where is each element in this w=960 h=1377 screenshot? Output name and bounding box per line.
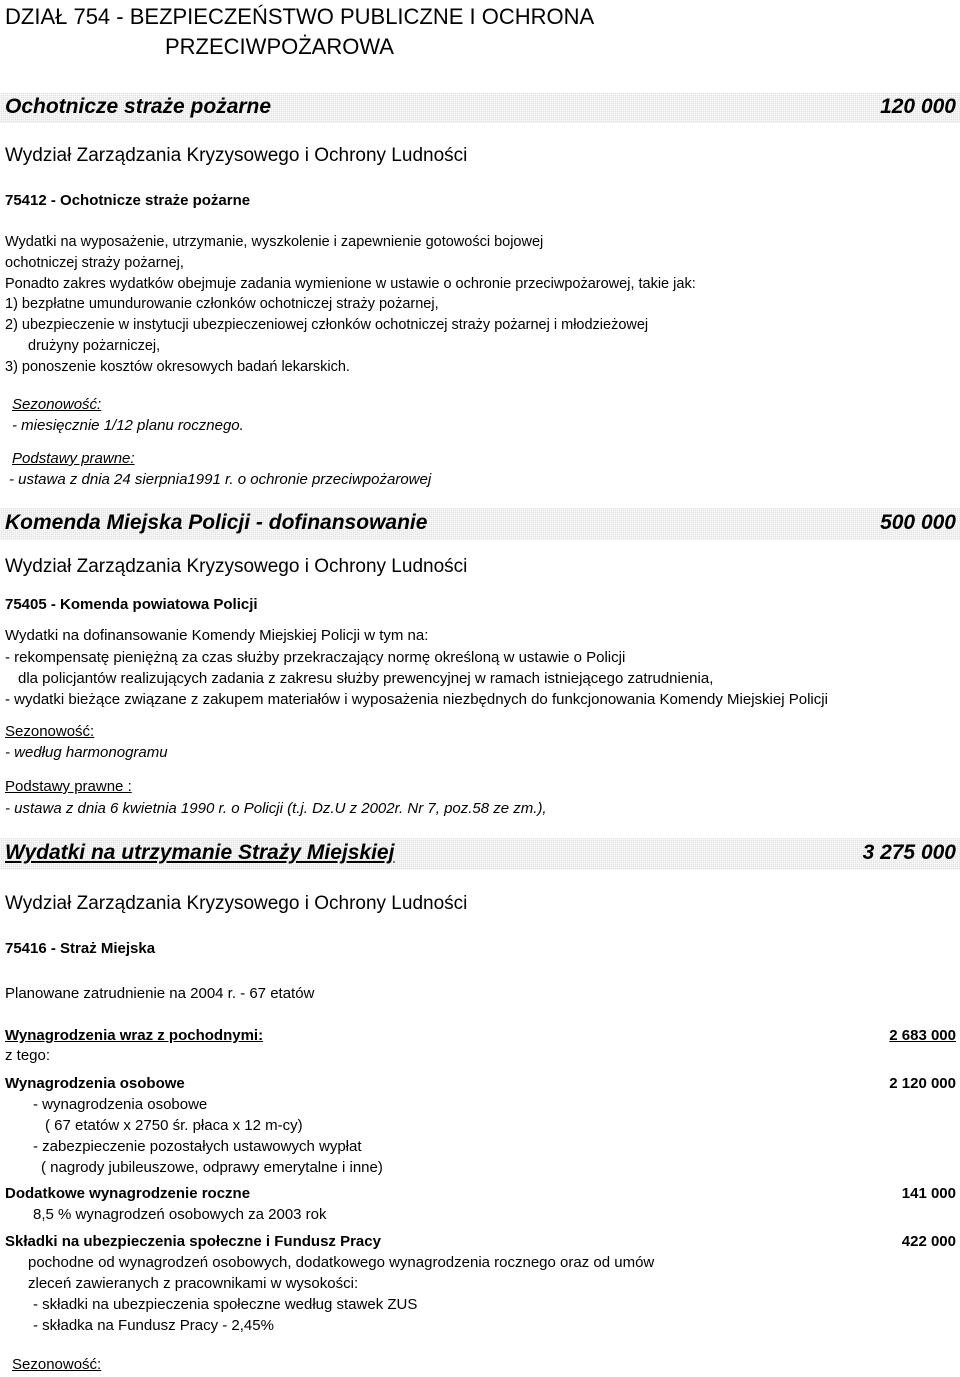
seasonality-label: Sezonowość: (12, 396, 102, 413)
personal-wages-amount: 2 120 000 (889, 1075, 956, 1092)
wages-total-amount: 2 683 000 (889, 1027, 956, 1044)
detail-line: - wynagrodzenia osobowe (33, 1096, 208, 1113)
section-title-osp: Ochotnicze straże pożarne (5, 95, 272, 118)
budget-code: 75412 - Ochotnicze straże pożarne (5, 192, 251, 209)
wages-total-label: Wynagrodzenia wraz z pochodnymi: (5, 1027, 264, 1044)
budget-code: 75416 - Straż Miejska (5, 940, 156, 957)
detail-line: - składki na ubezpieczenia społeczne według stawek ZUS (33, 1296, 418, 1313)
section-title-police: Komenda Miejska Policji - dofinansowanie (5, 511, 428, 534)
description-line: Ponadto zakres wydatków obejmuje zadania wymienione w ustawie o ochronie przeciwpożarowej, takie jak: (5, 276, 696, 292)
detail-line: zleceń zawieranych z pracownikami w wysokości: (28, 1275, 359, 1292)
legal-basis-value: - ustawa z dnia 24 sierpnia1991 r. o ochronie przeciwpożarowej (9, 471, 432, 488)
of-which-label: z tego: (5, 1047, 51, 1064)
description-line: 1) bezpłatne umundurowanie członków ochotniczej straży pożarnej, (5, 296, 439, 312)
legal-basis-label: Podstawy prawne: (12, 450, 135, 467)
description-line: ochotniczej straży pożarnej, (5, 255, 184, 271)
description-line: drużyny pożarniczej, (28, 338, 161, 354)
section-amount-city-guard: 3 275 000 (862, 841, 956, 864)
department-name: Wydział Zarządzania Kryzysowego i Ochrony Ludności (5, 893, 468, 914)
social-insurance-amount: 422 000 (901, 1233, 956, 1250)
bonus-amount: 141 000 (901, 1185, 956, 1202)
budget-code: 75405 - Komenda powiatowa Policji (5, 596, 258, 613)
page-title-line2: PRZECIWPOŻAROWA (165, 34, 394, 59)
description-line: dla policjantów realizujących zadania z zakresu służby prewencyjnej w ramach istniejącego zatrudnienia, (18, 670, 714, 687)
description-line: Wydatki na dofinansowanie Komendy Miejskiej Policji w tym na: (5, 627, 429, 644)
department-name: Wydział Zarządzania Kryzysowego i Ochrony Ludności (5, 556, 468, 577)
description-line: - rekompensatę pieniężną za czas służby przekraczający normę określoną w ustawie o Policji (5, 649, 626, 666)
seasonality-value: - według harmonogramu (5, 744, 168, 761)
detail-line: - zabezpieczenie pozostałych ustawowych wypłat (33, 1138, 362, 1155)
detail-line: ( nagrody jubileuszowe, odprawy emerytalne i inne) (41, 1159, 383, 1176)
detail-line: ( 67 etatów x 2750 śr. płaca x 12 m-cy) (45, 1117, 303, 1134)
seasonality-value: - miesięcznie 1/12 planu rocznego. (12, 417, 244, 434)
bonus-label: Dodatkowe wynagrodzenie roczne (5, 1185, 251, 1202)
social-insurance-label: Składki na ubezpieczenia społeczne i Fundusz Pracy (5, 1233, 381, 1250)
description-line: 2) ubezpieczenie w instytucji ubezpieczeniowej członków ochotniczej straży pożarnej i młodzieżowej (5, 317, 649, 333)
description-line: - wydatki bieżące związane z zakupem materiałów i wyposażenia niezbędnych do funkcjonowania Komendy Miejskiej Policji (5, 691, 828, 708)
description-line: Wydatki na wyposażenie, utrzymanie, wyszkolenie i zapewnienie gotowości bojowej (5, 234, 544, 250)
description-line: 3) ponoszenie kosztów okresowych badań lekarskich. (5, 359, 350, 375)
detail-line: 8,5 % wynagrodzeń osobowych za 2003 rok (33, 1206, 327, 1223)
legal-basis-value: - ustawa z dnia 6 kwietnia 1990 r. o Policji (t.j. Dz.U z 2002r. Nr 7, poz.58 ze zm.), (5, 800, 547, 817)
detail-line: - składka na Fundusz Pracy - 2,45% (33, 1317, 274, 1334)
section-amount-police: 500 000 (880, 511, 956, 534)
section-amount-osp: 120 000 (880, 95, 956, 118)
seasonality-label: Sezonowość: (5, 723, 95, 740)
detail-line: pochodne od wynagrodzeń osobowych, dodatkowego wynagrodzenia rocznego oraz od umów (28, 1254, 655, 1271)
department-name: Wydział Zarządzania Kryzysowego i Ochrony Ludności (5, 145, 468, 166)
staffing-plan: Planowane zatrudnienie na 2004 r. - 67 etatów (5, 985, 315, 1002)
section-title-city-guard: Wydatki na utrzymanie Straży Miejskiej (5, 841, 395, 864)
legal-basis-label: Podstawy prawne : (5, 778, 132, 795)
page-title-line1: DZIAŁ 754 - BEZPIECZEŃSTWO PUBLICZNE I OCHRONA (5, 4, 595, 29)
seasonality-label: Sezonowość: (12, 1356, 102, 1373)
personal-wages-label: Wynagrodzenia osobowe (5, 1075, 185, 1092)
